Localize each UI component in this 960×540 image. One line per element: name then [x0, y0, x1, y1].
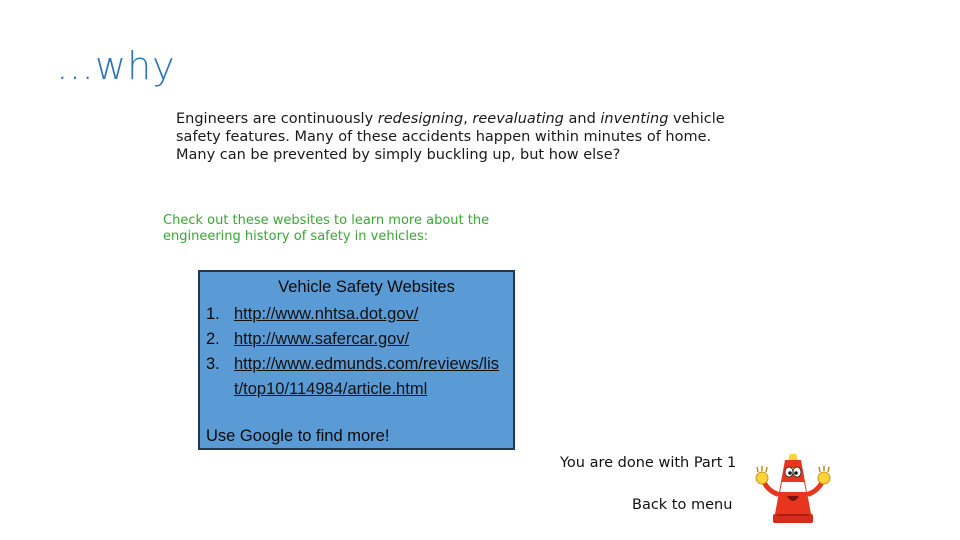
intro-emphasis-redesigning: redesigning: [377, 111, 464, 127]
website-item: [206, 352, 506, 402]
websites-box-title: Vehicle Safety Websites: [278, 278, 455, 296]
website-link-safercar[interactable]: http://www.safercar.gov/: [234, 330, 410, 348]
traffic-cone-mascot-icon: [753, 450, 833, 530]
intro-text-1: Engineers are continuously: [176, 111, 378, 127]
back-to-menu-button[interactable]: Back to menu: [632, 497, 733, 513]
intro-emphasis-inventing: inventing: [600, 111, 669, 127]
website-number: 3.: [206, 355, 220, 373]
find-more-text: Use Google to find more!: [206, 427, 390, 445]
website-item: [206, 302, 506, 327]
website-number: 2.: [206, 330, 220, 348]
intro-text-3: and: [563, 111, 601, 127]
done-message: You are done with Part 1: [560, 455, 737, 471]
website-link-edmunds[interactable]: http://www.edmunds.com/reviews/list/top10/114984/article.html: [234, 355, 500, 398]
intro-emphasis-reevaluating: reevaluating: [472, 111, 564, 127]
website-item: [206, 327, 506, 352]
intro-paragraph: [176, 110, 746, 164]
intro-text-2: ,: [463, 111, 473, 127]
check-websites-text: Check out these websites to learn more about the engineering history of safety in vehicles:: [163, 213, 490, 244]
websites-list: [206, 302, 506, 402]
slide-title: …why: [56, 44, 176, 88]
websites-box: [198, 270, 515, 450]
website-link-nhtsa[interactable]: http://www.nhtsa.dot.gov/: [234, 305, 419, 323]
website-number: 1.: [206, 305, 220, 323]
intro-text-4: vehicle safety features. Many of these accidents happen within minutes of home. Many can be prevented by simply buckling up, but how else?: [176, 111, 725, 163]
